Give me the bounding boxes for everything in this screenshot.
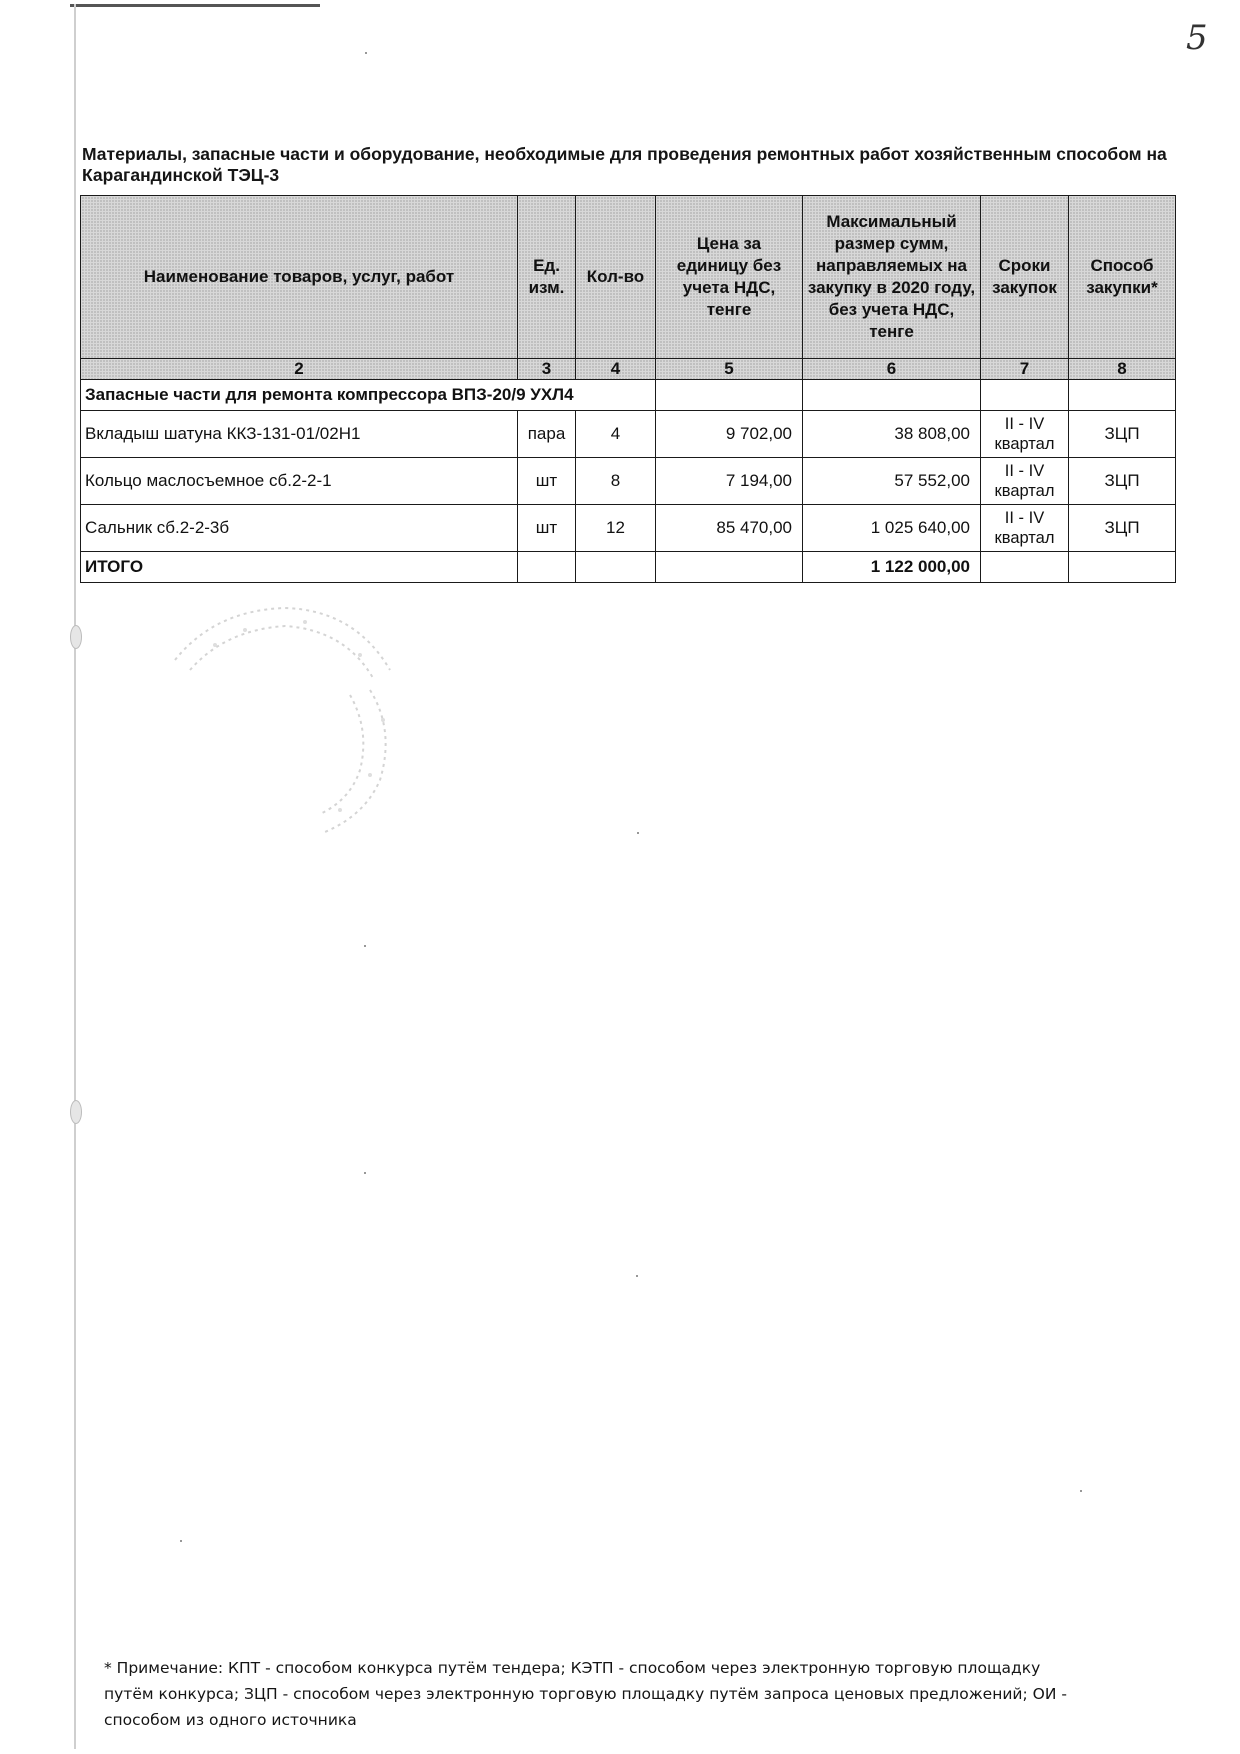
- faded-stamp-icon: [155, 600, 405, 840]
- column-number: 6: [803, 359, 981, 380]
- item-terms: II - IV квартал: [981, 458, 1069, 505]
- column-number: 7: [981, 359, 1069, 380]
- document-title: Материалы, запасные части и оборудование, необходимые для проведения ремонтных работ хозяйственным способом на Карагандинской ТЭЦ-3: [82, 144, 1167, 185]
- table-row: [81, 411, 1176, 458]
- empty-cell: [1069, 552, 1176, 583]
- item-name: Сальник сб.2-2-3б: [81, 505, 518, 552]
- empty-cell: [518, 552, 576, 583]
- scan-speck: [637, 832, 639, 834]
- table-header-row: [81, 196, 1176, 359]
- item-method: ЗЦП: [1069, 411, 1176, 458]
- empty-cell: [656, 552, 803, 583]
- scan-speck: [180, 1540, 182, 1542]
- column-number: 5: [656, 359, 803, 380]
- scan-speck: [365, 52, 367, 54]
- procurement-table: [80, 195, 1176, 583]
- header-max-sum: Максимальный размер сумм, направляемых на закупку в 2020 году, без учета НДС, тенге: [803, 196, 981, 359]
- scan-speck: [636, 1275, 638, 1277]
- table-row: [81, 505, 1176, 552]
- empty-cell: [656, 380, 803, 411]
- column-number: 4: [576, 359, 656, 380]
- item-name: Вкладыш шатуна ККЗ-131-01/02Н1: [81, 411, 518, 458]
- item-terms: II - IV квартал: [981, 505, 1069, 552]
- header-qty: Кол-во: [576, 196, 656, 359]
- header-unit: Ед. изм.: [518, 196, 576, 359]
- scan-speck: [364, 945, 366, 947]
- item-terms: II - IV квартал: [981, 411, 1069, 458]
- total-row: [81, 552, 1176, 583]
- item-name: Кольцо маслосъемное сб.2-2-1: [81, 458, 518, 505]
- column-number: 8: [1069, 359, 1176, 380]
- total-label: ИТОГО: [81, 552, 518, 583]
- total-sum: 1 122 000,00: [803, 552, 981, 583]
- item-price: 7 194,00: [656, 458, 803, 505]
- header-price: Цена за единицу без учета НДС, тенге: [656, 196, 803, 359]
- item-unit: шт: [518, 458, 576, 505]
- item-price: 85 470,00: [656, 505, 803, 552]
- empty-cell: [1069, 380, 1176, 411]
- column-number: 2: [81, 359, 518, 380]
- table-row: [81, 458, 1176, 505]
- header-terms: Сроки закупок: [981, 196, 1069, 359]
- scan-edge-left: [74, 4, 76, 1749]
- item-method: ЗЦП: [1069, 505, 1176, 552]
- column-number: 3: [518, 359, 576, 380]
- header-name: Наименование товаров, услуг, работ: [81, 196, 518, 359]
- empty-cell: [576, 552, 656, 583]
- footnote: * Примечание: КПТ - способом конкурса путём тендера; КЭТП - способом через электронную торговую площадку путём конкурса; ЗЦП - способом через электронную торговую площадку путём запроса ценовых предложений; ОИ - способом из одного источника: [104, 1659, 1067, 1729]
- column-number-row: [81, 359, 1176, 380]
- handwritten-page-number: 5: [1186, 18, 1208, 58]
- group-row: [81, 380, 1176, 411]
- item-qty: 8: [576, 458, 656, 505]
- group-title: Запасные части для ремонта компрессора ВПЗ-20/9 УХЛ4: [81, 380, 656, 411]
- empty-cell: [981, 552, 1069, 583]
- item-sum: 57 552,00: [803, 458, 981, 505]
- scan-edge-top: [70, 4, 320, 7]
- empty-cell: [803, 380, 981, 411]
- item-qty: 12: [576, 505, 656, 552]
- item-unit: шт: [518, 505, 576, 552]
- item-sum: 1 025 640,00: [803, 505, 981, 552]
- punch-hole: [70, 625, 82, 649]
- scan-speck: [364, 1172, 366, 1174]
- punch-hole: [70, 1100, 82, 1124]
- item-qty: 4: [576, 411, 656, 458]
- item-price: 9 702,00: [656, 411, 803, 458]
- item-unit: пара: [518, 411, 576, 458]
- empty-cell: [981, 380, 1069, 411]
- header-method: Способ закупки*: [1069, 196, 1176, 359]
- item-sum: 38 808,00: [803, 411, 981, 458]
- scan-speck: [1080, 1490, 1082, 1492]
- item-method: ЗЦП: [1069, 458, 1176, 505]
